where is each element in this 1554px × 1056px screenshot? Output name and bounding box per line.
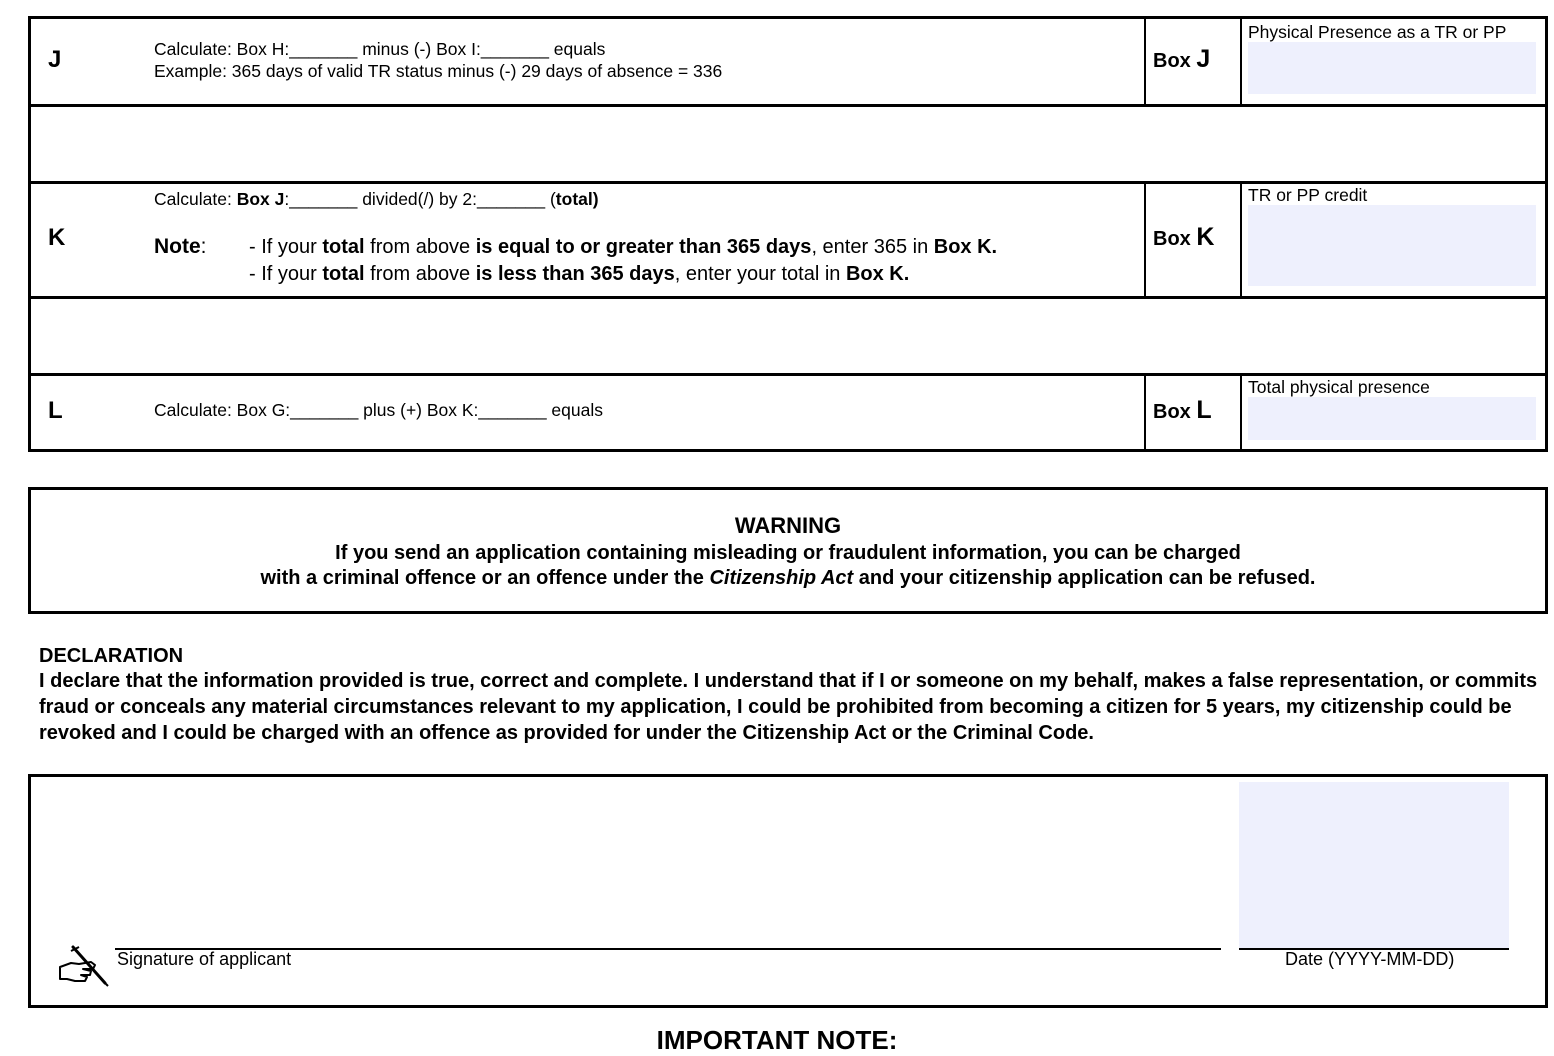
- note-line-2: [249, 263, 909, 286]
- declaration-text: I declare that the information provided is true, correct and complete. I understand that if I or someone on my behalf, makes a false representation, or commits fraud or conceals any material circumstances relevant to my application, I could be prohibited from becoming a citizen for 5 years, my citizenship could be revoked and I could be charged with an offence as provided for under the Citizenship Act or the Criminal Code.: [39, 670, 1538, 744]
- warning-text: and your citizenship application can be refused.: [853, 567, 1316, 589]
- signature-box: [28, 774, 1548, 1008]
- column-divider: [1144, 19, 1146, 105]
- box-l-field-label: Total physical presence: [1248, 377, 1430, 397]
- note-text: , enter 365 in: [811, 236, 934, 258]
- declaration-heading: DECLARATION: [39, 645, 184, 667]
- note-text: - If your: [249, 236, 323, 258]
- note-line-1: [249, 236, 997, 259]
- warning-line-1: If you send an application containing misleading or fraudulent information, you can be charged: [335, 542, 1241, 564]
- warning-title: WARNING: [734, 513, 842, 538]
- row-k-calculation: [154, 189, 599, 210]
- box-prefix: Box: [1153, 228, 1191, 250]
- calc-text: Calculate:: [154, 189, 237, 209]
- box-j-field-label: Physical Presence as a TR or PP: [1248, 22, 1507, 42]
- row-divider: [31, 373, 1545, 376]
- row-divider: [31, 296, 1545, 299]
- note-text: - If your: [249, 263, 323, 285]
- warning-box: [28, 487, 1548, 614]
- note-bold: is less than 365 days: [475, 263, 675, 285]
- column-divider: [1240, 374, 1242, 452]
- box-prefix: Box: [1153, 401, 1191, 423]
- row-j-calculation: Calculate: Box H:_______ minus (-) Box I:_______ equals: [154, 39, 606, 59]
- box-letter: K: [1196, 223, 1215, 251]
- warning-act-name: Citizenship Act: [709, 567, 854, 589]
- calc-text: :_______ divided(/) by 2:_______ (: [284, 189, 556, 209]
- box-k-label: [1153, 223, 1214, 252]
- row-divider: [31, 181, 1545, 184]
- note-bold: total: [322, 236, 365, 258]
- note-bold: total: [322, 263, 365, 285]
- row-l-calculation: Calculate: Box G:_______ plus (+) Box K:_______ equals: [154, 400, 603, 420]
- box-j-input[interactable]: [1248, 42, 1536, 94]
- column-divider: [1240, 19, 1242, 105]
- box-letter: J: [1196, 45, 1211, 73]
- note-colon: :: [200, 235, 207, 258]
- note-text: from above: [364, 263, 476, 285]
- warning-text: with a criminal offence or an offence under the: [260, 567, 710, 589]
- note-bold: is equal to or greater than 365 days: [475, 236, 812, 258]
- note-bold: Box K.: [933, 236, 998, 258]
- row-l-letter: L: [48, 397, 63, 424]
- date-label: Date (YYYY-MM-DD): [1285, 949, 1455, 969]
- row-divider: [31, 104, 1545, 107]
- note-bold: Box K.: [845, 263, 910, 285]
- calc-total: total: [555, 189, 593, 209]
- calc-box-j: Box J: [236, 189, 285, 209]
- row-k-letter: K: [48, 224, 66, 251]
- signature-label: Signature of applicant: [117, 949, 292, 969]
- column-divider: [1144, 182, 1146, 297]
- note-text: from above: [364, 236, 476, 258]
- box-letter: L: [1196, 396, 1212, 424]
- box-l-input[interactable]: [1248, 397, 1536, 440]
- note-text: , enter your total in: [674, 263, 846, 285]
- column-divider: [1240, 182, 1242, 297]
- box-k-field-label: TR or PP credit: [1248, 185, 1368, 205]
- row-j-example: Example: 365 days of valid TR status minus (-) 29 days of absence = 336: [154, 61, 723, 81]
- row-j-letter: J: [48, 46, 62, 73]
- signing-hand-icon: [57, 945, 111, 987]
- note-label: [154, 235, 207, 259]
- box-k-input[interactable]: [1248, 205, 1536, 286]
- warning-line-2: [31, 567, 1545, 590]
- date-input[interactable]: [1239, 782, 1509, 950]
- box-prefix: Box: [1153, 50, 1191, 72]
- calc-text: ): [592, 189, 599, 209]
- box-j-label: [1153, 45, 1210, 74]
- note-word: Note: [154, 235, 201, 258]
- important-note-heading: IMPORTANT NOTE:: [656, 1025, 898, 1055]
- column-divider: [1144, 374, 1146, 452]
- box-l-label: [1153, 396, 1212, 425]
